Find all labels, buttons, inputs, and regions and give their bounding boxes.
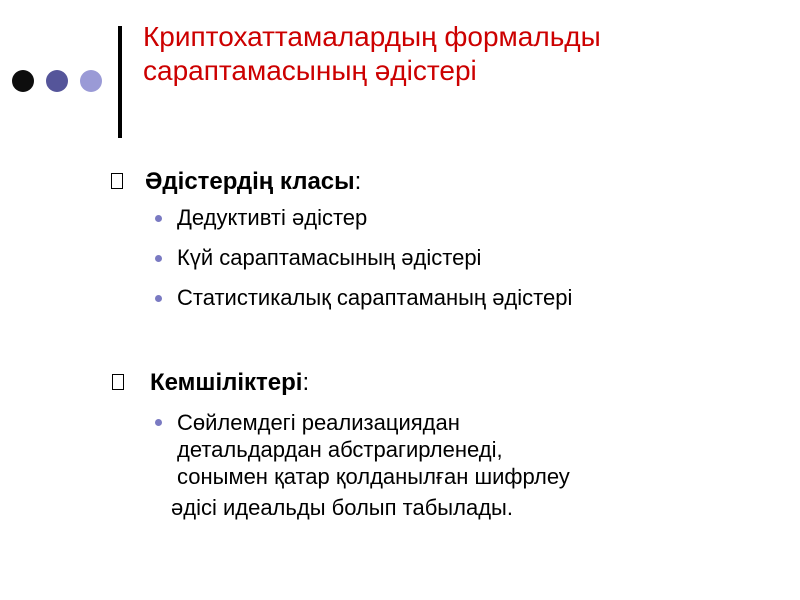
slide-title bbox=[143, 20, 783, 88]
decorative-dots bbox=[12, 70, 104, 92]
section-heading-term: Әдістердің класы bbox=[145, 168, 355, 195]
list-item-text: Күй сараптамасының әдістері bbox=[177, 245, 482, 270]
list-item bbox=[177, 245, 481, 271]
list-item-text: Дедуктивті әдістер bbox=[177, 205, 368, 230]
box-bullet-icon bbox=[111, 173, 123, 189]
list-item-text: Статистикалық сараптаманың әдістері bbox=[177, 285, 573, 310]
list-item-line: Сөйлемдегі реализациядан bbox=[177, 410, 460, 435]
title-divider bbox=[118, 26, 122, 138]
list-item bbox=[171, 409, 570, 521]
dot-dark-icon bbox=[12, 70, 34, 92]
box-bullet-icon bbox=[112, 374, 124, 390]
list-item bbox=[177, 205, 367, 231]
dot-light-icon bbox=[80, 70, 102, 92]
round-bullet-icon bbox=[155, 255, 162, 262]
section-heading-methods bbox=[145, 168, 361, 196]
list-item-line: сонымен қатар қолданылған шифрлеу bbox=[177, 464, 570, 489]
list-item bbox=[177, 285, 572, 311]
slide-title-line-1: Криптохаттамалардың формальды bbox=[143, 21, 601, 52]
section-heading-colon: : bbox=[354, 168, 362, 195]
list-item-line: детальдардан абстрагирленеді, bbox=[177, 437, 503, 462]
round-bullet-icon bbox=[155, 215, 162, 222]
list-item-line: әдісі идеальды болып табылады. bbox=[171, 495, 513, 520]
round-bullet-icon bbox=[155, 295, 162, 302]
section-heading-term: Кемшіліктері bbox=[150, 369, 303, 396]
slide-title-line-2: сараптамасының әдістері bbox=[143, 55, 477, 86]
section-heading-drawbacks bbox=[150, 369, 309, 397]
section-heading-colon: : bbox=[302, 369, 310, 396]
dot-medium-icon bbox=[46, 70, 68, 92]
round-bullet-icon bbox=[155, 419, 162, 426]
